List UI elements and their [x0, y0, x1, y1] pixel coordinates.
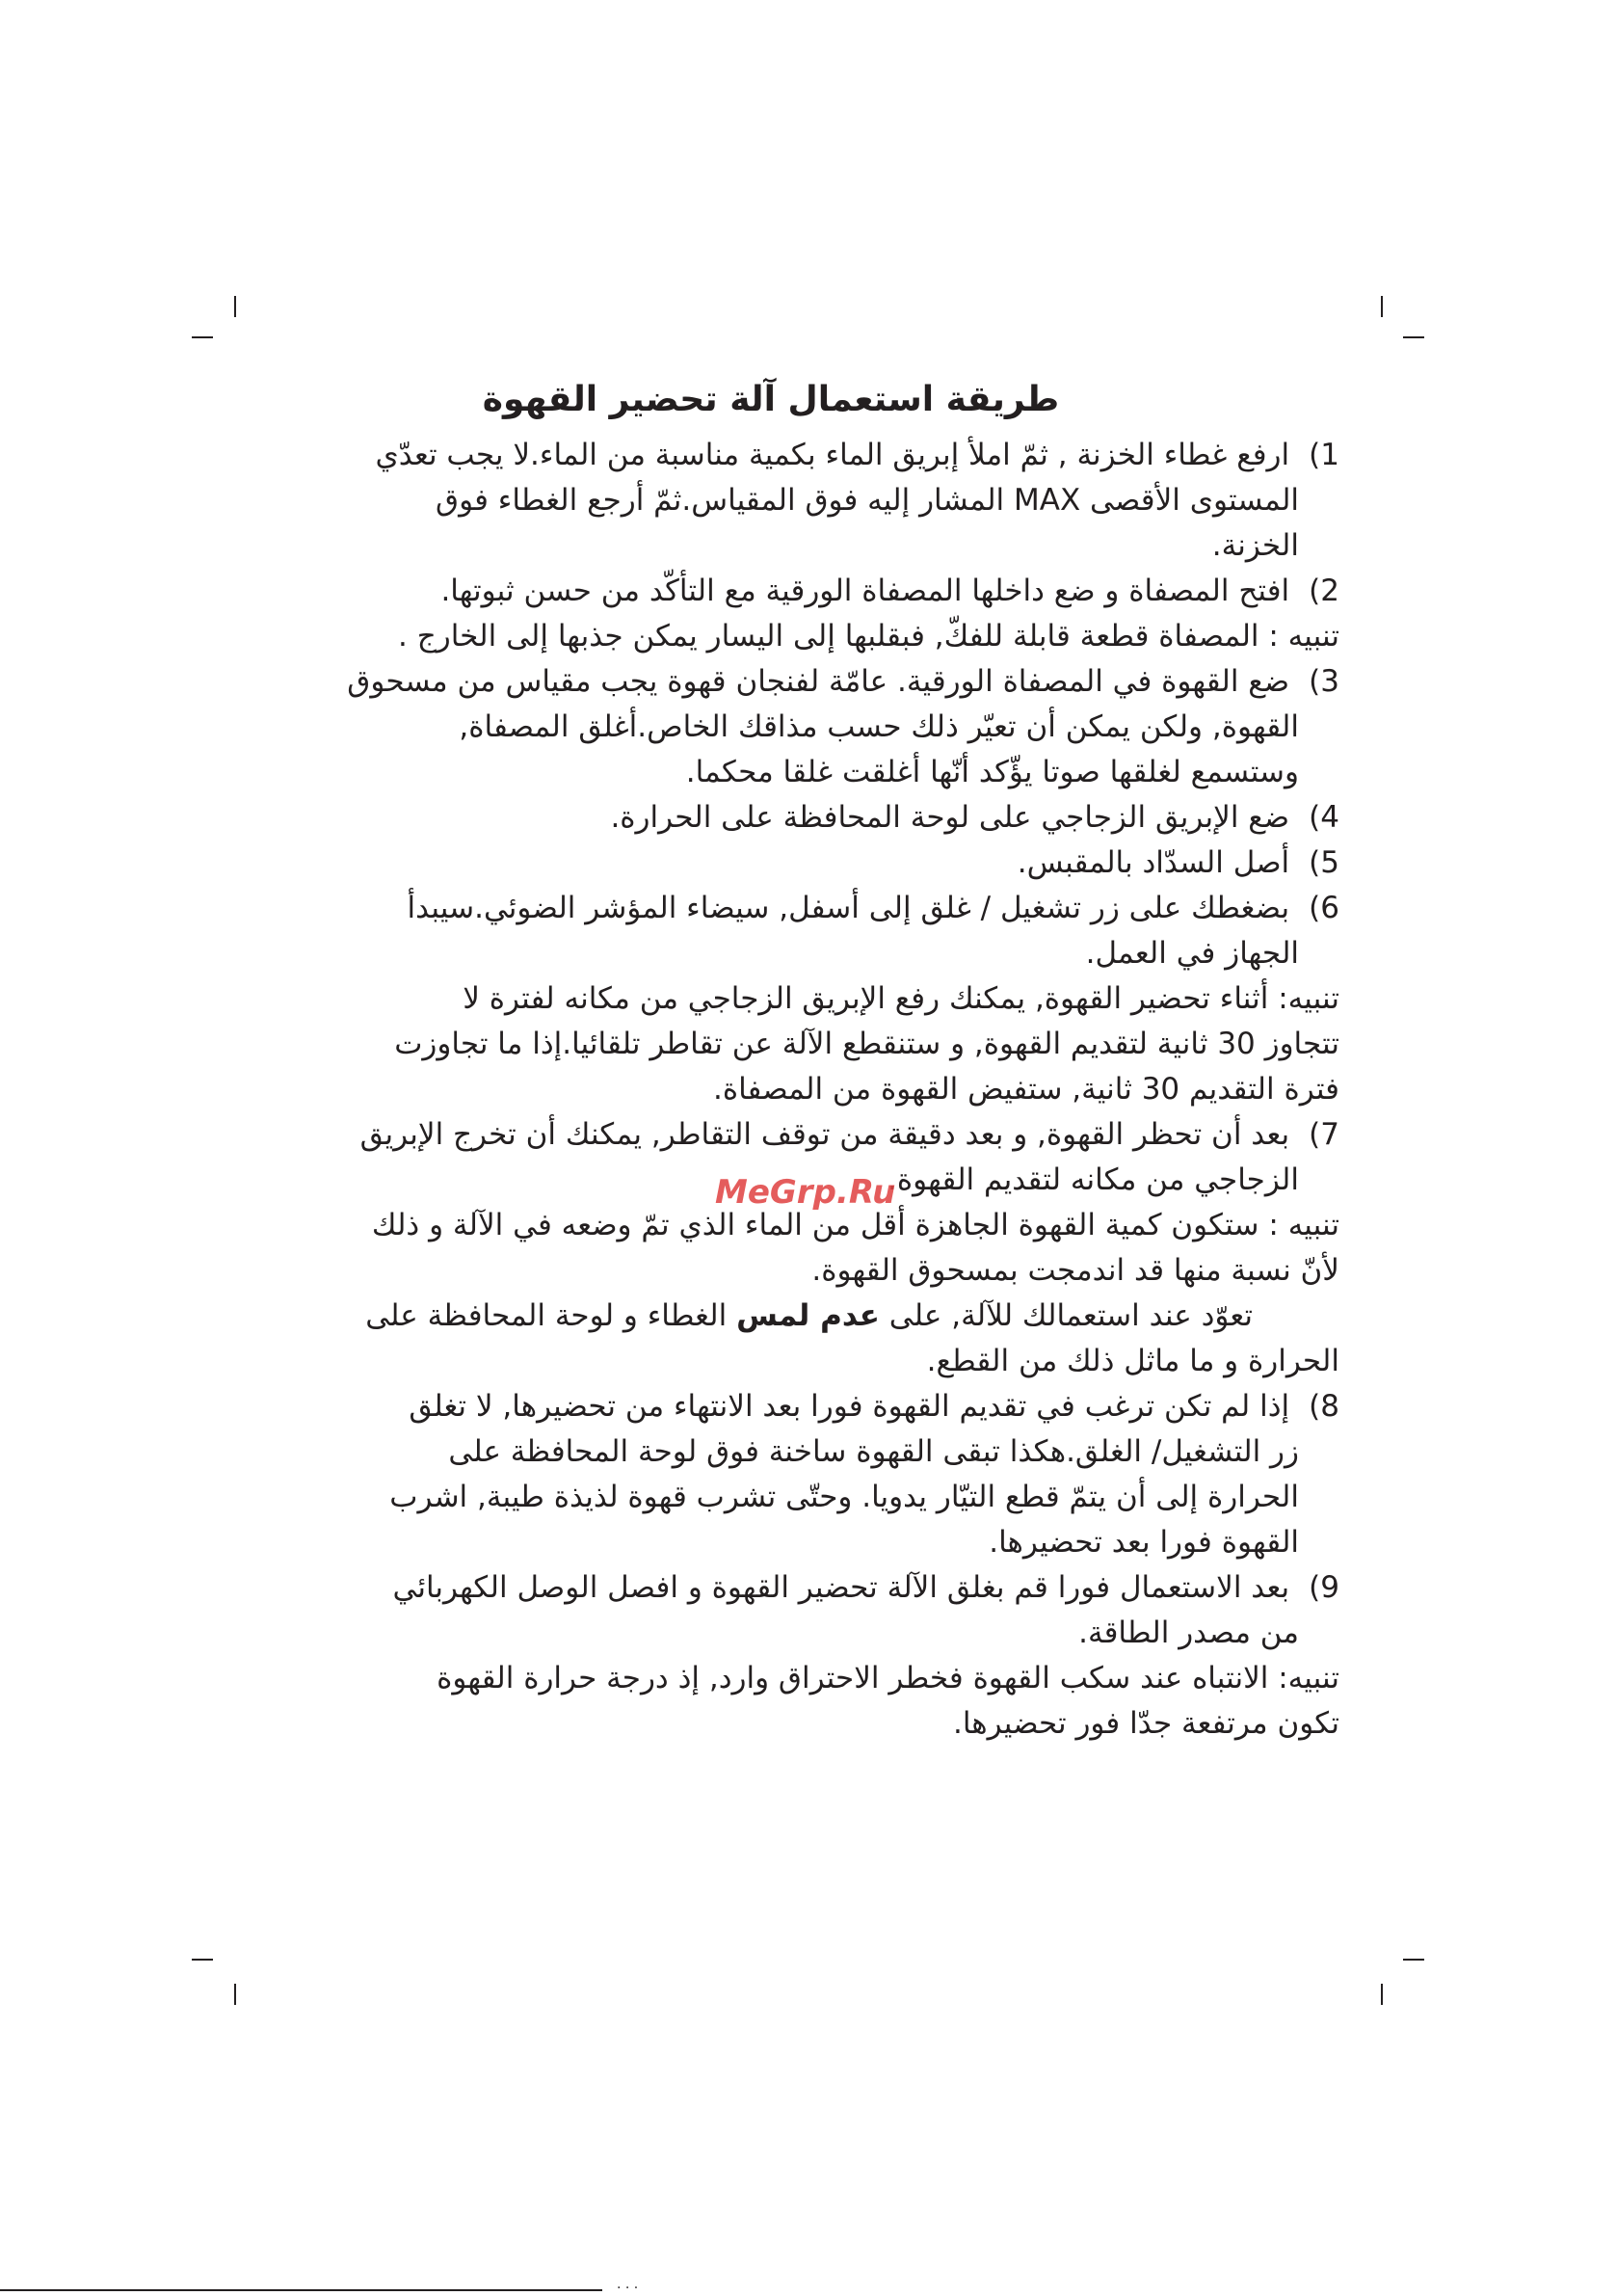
crop-mark	[1381, 1984, 1383, 2005]
step-text: وستسمع لغلقها صوتا يؤّكد أنّها أغلقت غلقا محكما.	[685, 755, 1299, 789]
note-quantity	[289, 1203, 1339, 1294]
step-text: بعد الاستعمال فورا قم بغلق الآلة تحضير القهوة و افصل الوصل الكهربائي	[392, 1570, 1290, 1605]
bottom-rule	[0, 2289, 602, 2291]
note-text: تنبيه: الانتباه عند سكب القهوة فخطر الاحتراق وارد, إذ درجة حرارة القهوة	[437, 1661, 1339, 1695]
step-number: 4)	[1309, 800, 1339, 835]
note-filter: تنبيه : المصفاة قطعة قابلة للفكّ, فبقلبها إلى اليسار يمكن جذبها إلى الخارج .	[398, 619, 1339, 654]
crop-mark	[192, 336, 213, 338]
crop-mark	[234, 1984, 236, 2005]
step-8	[289, 1384, 1339, 1565]
note-burn	[289, 1656, 1339, 1747]
step-text: الجهاز في العمل.	[1085, 936, 1299, 971]
tip-hot-parts	[289, 1294, 1339, 1384]
step-5	[289, 841, 1339, 886]
step-number: 7)	[1309, 1117, 1339, 1152]
step-number: 8)	[1309, 1389, 1339, 1424]
note-text: لأنّ نسبة منها قد اندمجت بمسحوق القهوة.	[811, 1253, 1339, 1288]
tip-text: الغطاء و لوحة المحافظة على	[365, 1298, 737, 1333]
step-text: الحرارة إلى أن يتمّ قطع التيّار يدويا. وحتّى تشرب قهوة لذيذة طيبة, اشرب	[389, 1480, 1299, 1514]
note-text: تنبيه : ستكون كمية القهوة الجاهزة أقل من الماء الذي تمّ وضعه في الآلة و ذلك	[371, 1208, 1339, 1242]
bottom-dots: · · ·	[617, 2281, 639, 2296]
step-text: من مصدر الطاقة.	[1078, 1615, 1299, 1650]
step-text: ضع الإبريق الزجاجي على لوحة المحافظة على الحرارة.	[610, 800, 1290, 835]
step-text: إذا لم تكن ترغب في تقديم القهوة فورا بعد الانتهاء من تحضيرها, لا تغلق	[409, 1389, 1290, 1424]
step-number: 1)	[1309, 438, 1339, 472]
step-text: بضغطك على زر تشغيل / غلق إلى أسفل, سيضاء المؤشر الضوئي.سيبدأ	[407, 891, 1290, 925]
step-text: الخزنة.	[1211, 528, 1299, 563]
crop-mark	[234, 296, 236, 317]
tip-text: الحرارة و ما ماثل ذلك من القطع.	[926, 1344, 1339, 1378]
note-text: تكون مرتفعة جدّا فور تحضيرها.	[952, 1706, 1339, 1741]
step-number: 3)	[1309, 664, 1339, 699]
step-6	[289, 886, 1339, 976]
crop-mark	[1381, 296, 1383, 317]
note-text: تنبيه: أثناء تحضير القهوة, يمكنك رفع الإبريق الزجاجي من مكانه لفترة لا	[463, 981, 1339, 1016]
step-number: 9)	[1309, 1570, 1339, 1605]
crop-mark	[1403, 1959, 1424, 1961]
step-text: بعد أن تحظر القهوة, و بعد دقيقة من توقف التقاطر, يمكنك أن تخرج الإبريق	[359, 1117, 1290, 1152]
step-number: 6)	[1309, 891, 1339, 925]
step-text: أصل السدّاد بالمقبس.	[1017, 845, 1290, 880]
watermark: MeGrp.Ru	[715, 1173, 896, 1212]
step-3	[289, 659, 1339, 795]
crop-mark	[1403, 336, 1424, 338]
page-title: طريقة استعمال آلة تحضير القهوة	[482, 380, 1060, 419]
instructions-page	[289, 371, 1339, 1747]
step-text: ضع القهوة في المصفاة الورقية. عامّة لفنجان قهوة يجب مقياس من مسحوق	[347, 664, 1290, 699]
step-text: القهوة, ولكن يمكن أن تعيّر ذلك حسب مذاقك الخاص.أغلق المصفاة,	[459, 709, 1299, 744]
tip-text: تعوّد عند استعمالك للآلة, على	[879, 1298, 1253, 1333]
step-text: الزجاجي من مكانه لتقديم القهوة.	[887, 1162, 1299, 1197]
step-number: 5)	[1309, 845, 1339, 880]
step-text: زر التشغيل/ الغلق.هكذا تبقى القهوة ساخنة فوق لوحة المحافظة على	[448, 1434, 1299, 1469]
step-text: ارفع غطاء الخزنة , ثمّ املأ إبريق الماء بكمية مناسبة من الماء.لا يجب تعدّي	[375, 438, 1290, 472]
step-2	[289, 569, 1339, 614]
note-brewing	[289, 976, 1339, 1112]
tip-emphasis: عدم لمس	[736, 1298, 880, 1333]
step-9	[289, 1565, 1339, 1656]
step-text: افتح المصفاة و ضع داخلها المصفاة الورقية مع التأكّد من حسن ثبوتها.	[440, 574, 1290, 608]
step-4	[289, 795, 1339, 841]
crop-mark	[192, 1959, 213, 1961]
step-text: القهوة فورا بعد تحضيرها.	[989, 1525, 1299, 1560]
note-text: تتجاوز 30 ثانية لتقديم القهوة, و ستنقطع الآلة عن تقاطر تلقائيا.إذا ما تجاوزت	[394, 1027, 1339, 1061]
step-text: المستوى الأقصى MAX المشار إليه فوق المقياس.ثمّ أرجع الغطاء فوق	[436, 483, 1299, 518]
step-1	[289, 433, 1339, 569]
step-number: 2)	[1309, 574, 1339, 608]
note-text: فترة التقديم 30 ثانية, ستفيض القهوة من المصفاة.	[712, 1072, 1339, 1107]
